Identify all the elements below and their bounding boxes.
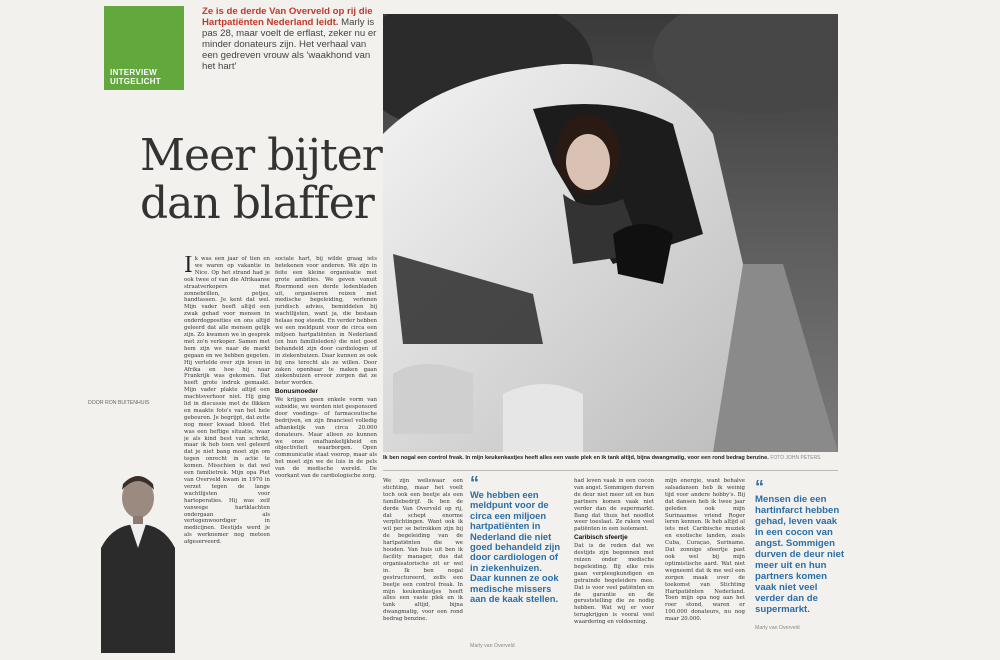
column-4-text-b: Dat is de reden dat we destijds zijn begonnen met reizen onder medische begeleiding. Bij elke reis gaan verpleegkundigen en getrainde begeleiders mee. Dat is voor veel patiënten en de garantie en de geruststelling die ze nodig hebben. Wat wij er voor terugkrijgen is vooral veel waardering en voldoening.: [574, 543, 654, 626]
byline: DOOR RON BUITENHUIS: [88, 400, 150, 406]
headline-line-2: dan blaffer: [140, 178, 374, 229]
pull-quote-2-credit: Marly van Overveld: [755, 625, 800, 631]
subheading-caribisch: Caribisch sfeertje: [574, 534, 628, 542]
pull-quote-2: [755, 477, 847, 615]
intro-body: Marly is pas 28, maar voelt de erflast, zeker nu er minder donateurs zijn. Het verhaal van een gedreven vrouw als 'waakhond van het hart': [202, 17, 377, 72]
column-1-text: k was een jaar of tien en we waren op vakantie in Nice. Op het strand had je ook twee of van die Afrikaanse straatverkopers met zonnebrillen, petjes, handtassen. Je kent dat wel. Mijn vader heeft altijd een zwak gehad voor mensen in onderdogposities en ons altijd geleerd dat alle mensen gelijk zijn. Zo kwamen we in gesprek met zo'n verkoper. Samen met hem zijn we naar de markt gegaan en we hebben gegeten. Hij vertelde over zijn leven in Afrika en hoe hij naar Frankrijk was gekomen. Dat heeft grote indruk gemaakt. Mijn vader plakte altijd een machtsverhoor niet. Hij ging lid in discussie met de flikken en maakte foto's van het hele gebeuren. Je begrijpt, dat zette nog meer kwaad bloed. Het was een heftige situatie, waar je als kind best van schrikt, maar ik heb toen wel geleerd dat je niet bang moet zijn om tegen onrecht in actie te komen. Misschien is dat wel een familietrek. Mijn opa Piet van Overveld kwam in 1970 in verzet tegen de lange wachtlijsten voor hartoperaties. Hij was zelf vanwege hartklachten ondergaan als vertegenwoordiger in medicijnen. Destijds werd je als werknemer nog meteen afgeserveerd.: [184, 256, 270, 546]
column-5-text: mijn energie, want behalve salsadansen heb ik weinig tijd voor andere hobby's. Bij dat dansen heb ik twee jaar geleden ook mijn Surinaamse vriend Roger leren kennen. Ik heb altijd al iets met Caribische muziek en exotische landen, zoals Cuba, Curaçao, Suriname. Dat zonnige sfeertje past ook wel bij mijn optimistische aard. Wat niet wegneemt dat ik me wel een zorgen maak over de toekomst van Stichting Hartpatiënten Nederland. Toen mijn opa nog aan het roer stond, waren er 100.000 donateurs, nu nog maar 20.000.: [665, 478, 745, 623]
section-tag: [104, 6, 184, 90]
pull-quote-1-text: We hebben een meldpunt voor de circa een miljoen hartpatiënten in Nederland die niet goed behandeld zijn door cardiologen of in ziekenhuizen. Daar kunnen ze ook medische missers aan de kaak stellen.: [470, 489, 561, 605]
headline: [140, 132, 390, 228]
photo-credit: FOTO JOHN PETERS: [770, 455, 821, 461]
pull-quote-1: [470, 473, 565, 605]
portrait-man: [93, 468, 183, 653]
article-column-4: [574, 478, 654, 656]
divider: [383, 470, 838, 471]
article-column-2: [275, 256, 377, 651]
intro-text: [202, 6, 377, 72]
portrait-photo: [93, 468, 183, 653]
quote-icon: “: [470, 473, 479, 493]
pull-quote-2-text: Mensen die een hartinfarct hebben gehad, leven vaak in een cocon van angst. Sommigen durven de deur niet meer uit en hun partners komen vaak niet veel verder dan de supermarkt.: [755, 494, 845, 615]
pull-quote-1-credit: Marly van Overveld: [470, 643, 515, 649]
quote-icon: “: [755, 477, 764, 497]
column-3-text: We zijn weliswaar een stichting, maar het voelt toch ook een beetje als een familiebedrijf. Ik ben de derde Van Overveld op rij, dat schept enorme verplichtingen. Want ook ik wil per se betrokken zijn bij de begeleiding van de hartpatiënten die we houden. Van huis uit ben ik facility manager, dus dat organisatorische zit er wel in. Ik ben nogal gestructureerd, zelfs een beetje een control freak. In mijn keukenkastjes heeft alles een vaste plek en ik tank altijd, bijna dwangmatig, voor een rond bedrag benzine.: [383, 478, 463, 623]
main-photo: [383, 14, 838, 452]
column-4-text: had leven vaak in een cocon van angst. Sommigen durven de deur niet meer uit en hun partners komen vaak niet verder dan de supermarkt. Bang dat thuis het noodlot weer toeslaat. Ze raken veel patiënten in een isolement.: [574, 478, 654, 533]
subheading-bonusmoeder: Bonusmoeder: [275, 388, 318, 396]
drop-cap: I: [184, 256, 193, 278]
article-column-5: [665, 478, 745, 656]
article-column-1: [184, 256, 270, 651]
caption-text: Ik ben nogal een control freak. In mijn keukenkastjes heeft alles een vaste plek en ik tank altijd, bijna dwangmatig, voor een rond bedrag benzine.: [383, 455, 769, 461]
column-2-text: sociale hart, bij wilde graag iets betekenen voor anderen. We zijn in feite een kleine organisatie met grote ambities. We geven vanuit Roermond een derde ledenbladen uit, organiseren reizen met medische begeleiding, verlenen juridisch advies, bemiddelen bij wachtlijsten, want ja, die bestaan helaas nog steeds. En verder hebben we een meldpunt voor de circa een miljoen hartpatiënten in Nederland (en hun familieleden) die niet goed behandeld zijn door cardiologen of in ziekenhuizen. Daar kunnen ze ook bij ons terecht als ze willen. Door zaken openbaar te maken gaan ziekenhuizen ervoor zorgen dat ze beter worden.: [275, 256, 377, 387]
photo-caption: [383, 455, 838, 462]
headline-line-1: Meer bijter: [140, 130, 382, 181]
article-column-3: [383, 478, 463, 656]
intro-lead: Ze is de derde Van Overveld op rij die Hartpatiënten Nederland leidt.: [202, 6, 373, 28]
column-2-text-b: We krijgen geen enkele vorm van subsidie, we worden niet gesponsord door voedings- of farmaceutische bedrijven, en zijn financieel volledig afhankelijk van circa 20.000 donateurs. Maar alleen zo kunnen we onze onafhankelijkheid en objectiviteit waarborgen. Open communicatie staat voorop, maar als het moet zijn we de luis in de pels van de medische wereld. De voorkant van de cardiologische zorg.: [275, 397, 377, 480]
tag-line-2: UITGELICHT: [110, 77, 161, 86]
photo-woman-in-car: [383, 14, 838, 452]
tag-line-1: INTERVIEW: [110, 68, 158, 77]
